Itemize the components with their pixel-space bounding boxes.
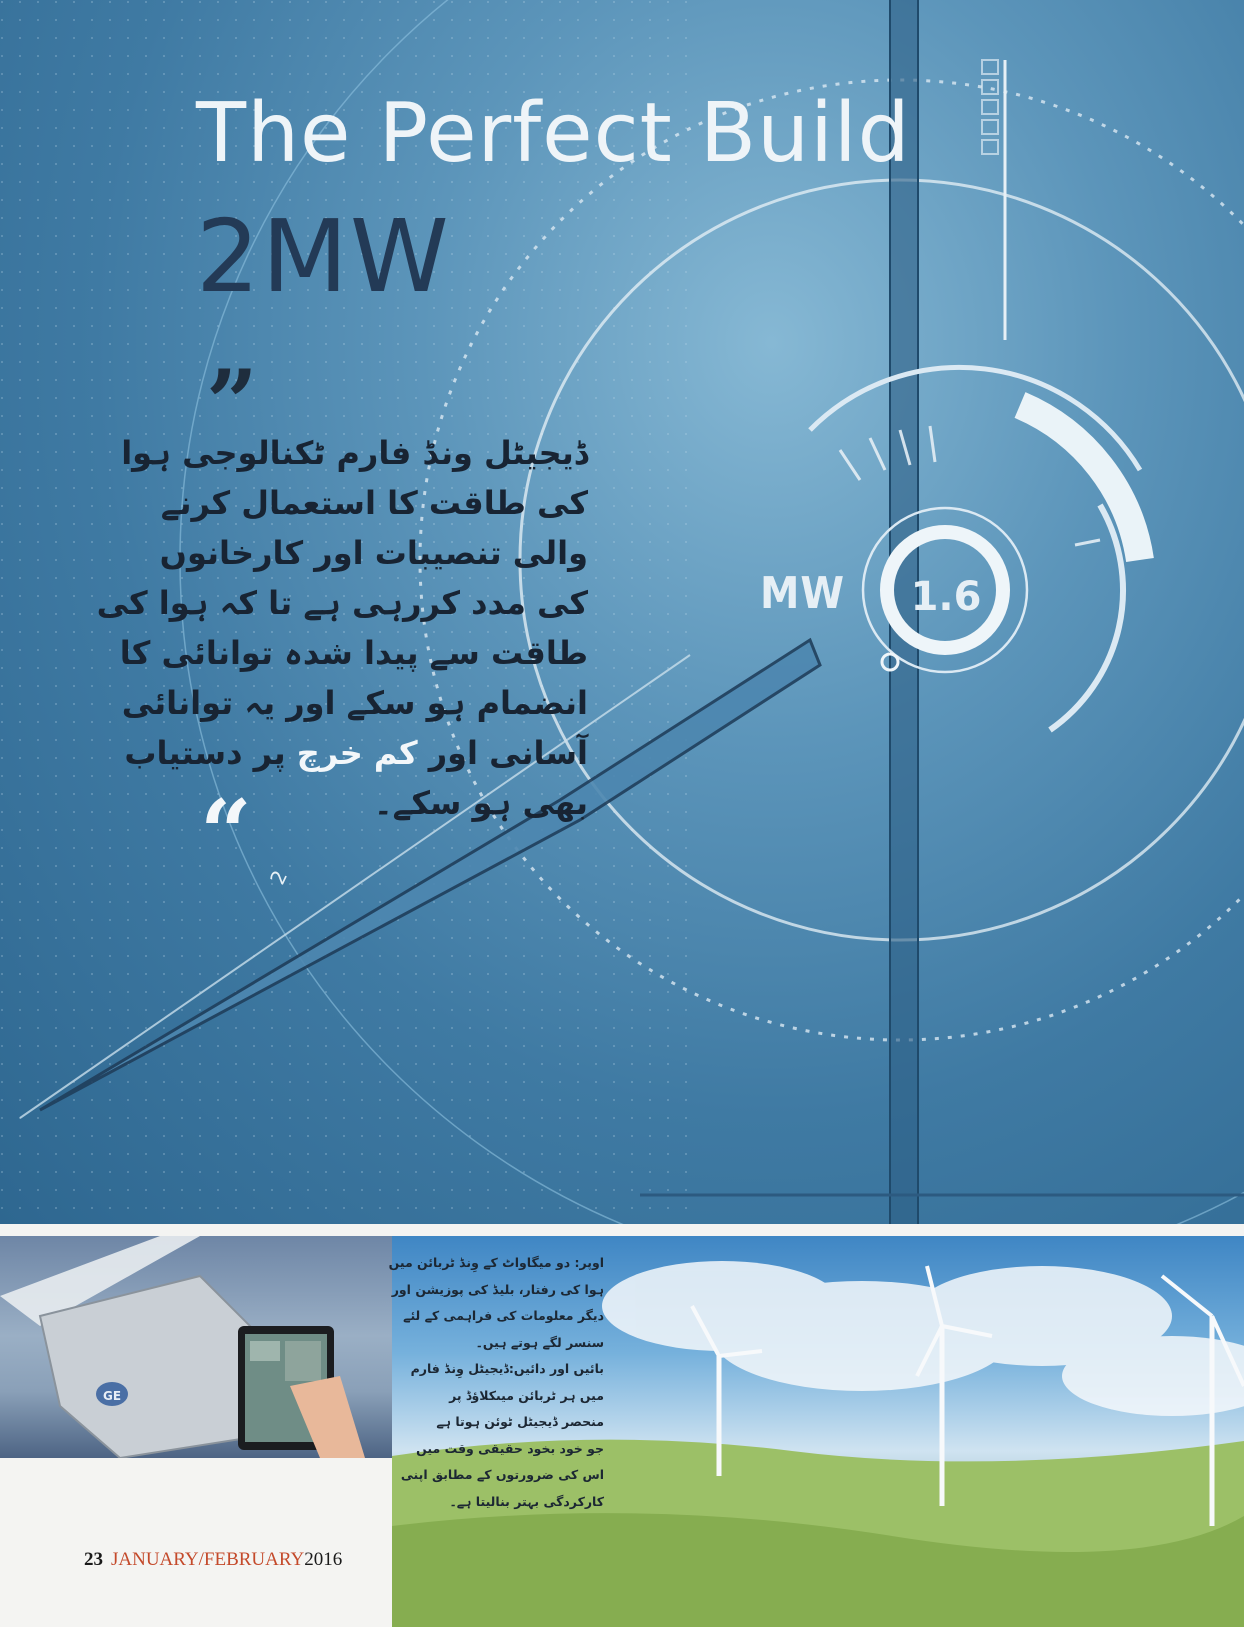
- quote-line: طاقت سے پیدا شدہ توانائی کا: [119, 634, 588, 672]
- quote-line: [124, 728, 588, 778]
- quote-highlight: کم خرچ: [296, 734, 418, 772]
- blade-mark: 2: [265, 866, 293, 889]
- caption-line: اوپر: دو میگاواٹ کے وِنڈ ٹربائن میں: [388, 1255, 604, 1270]
- gauge-label: MW: [760, 568, 846, 619]
- caption-line: کارکردگی بہتر بنالیتا ہے۔: [449, 1493, 604, 1509]
- close-quote-mark: “: [200, 780, 252, 886]
- caption-line: منحصر ڈیجیٹل ٹوئن ہوتا ہے: [436, 1414, 604, 1429]
- quote-line: کی مدد کررہی ہے تا کہ ہوا کی: [96, 584, 588, 622]
- caption-line: بائیں اور دائیں:ڈیجیٹل وِنڈ فارم: [410, 1361, 604, 1376]
- issue-year: 2016: [304, 1549, 343, 1570]
- caption-line: ہوا کی رفتار، بلیڈ کی پوزیشن اور: [391, 1281, 604, 1297]
- pull-quote: [96, 428, 588, 828]
- quote-line: ڈیجیٹل ونڈ فارم ٹکنالوجی ہوا: [121, 434, 588, 472]
- page-footer: [84, 1549, 342, 1571]
- quote-line: کی طاقت کا استعمال کرنے: [160, 484, 588, 522]
- caption-line: اس کی ضرورتوں کے مطابق اپنی: [400, 1467, 604, 1482]
- open-quote-mark: ”: [206, 350, 258, 456]
- turbine-tablet-photo: [0, 1236, 398, 1458]
- quote-line: انضمام ہو سکے اور یہ توانائی: [121, 684, 588, 722]
- caption-line: میں ہر ٹربائن میںکلاؤڈ پر: [449, 1387, 604, 1403]
- quote-line: والی تنصیبات اور کارخانوں: [159, 534, 588, 572]
- turbine-tablet-graphics: [0, 1236, 398, 1458]
- page-subtitle: 2MW: [196, 198, 451, 315]
- quote-line: بھی ہو سکے۔: [373, 784, 588, 822]
- issue-months: JANUARY/FEBRUARY: [111, 1549, 305, 1570]
- page-number: 23: [84, 1549, 103, 1570]
- gauge-value: 1.6: [910, 574, 982, 620]
- caption-line: سنسر لگے ہوتے ہیں۔: [475, 1334, 604, 1350]
- photo-caption: [388, 1250, 604, 1515]
- quote-line-part: آسانی اور: [417, 734, 588, 772]
- caption-line: جو خود بخود حقیقی وقت میں: [416, 1440, 604, 1456]
- caption-line: دیگر معلومات کی فراہمی کے لئے: [403, 1308, 604, 1323]
- gauge-arc-2: [1020, 405, 1140, 560]
- ge-logo-text: GE: [103, 1389, 122, 1403]
- quote-line-part: پر دستیاب: [124, 734, 297, 772]
- page-title: The Perfect Build: [196, 86, 911, 181]
